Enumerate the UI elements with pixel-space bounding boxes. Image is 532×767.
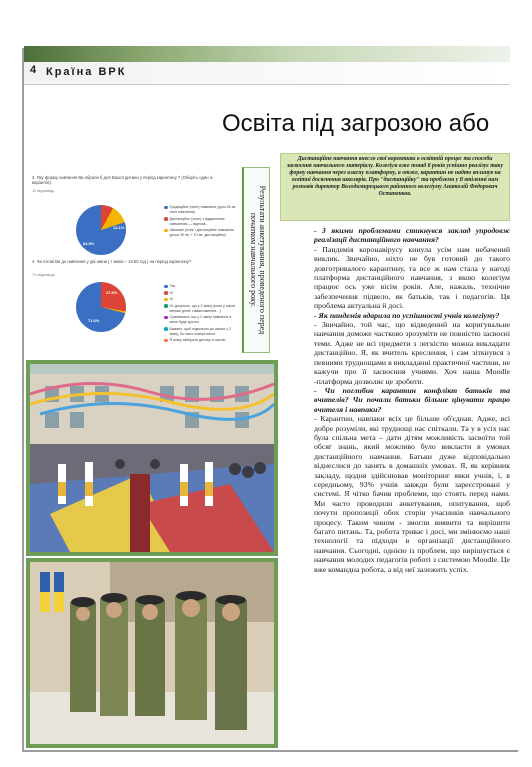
legend-item xyxy=(164,205,239,215)
school-ceremony-photo xyxy=(26,360,278,556)
legend-dot-icon xyxy=(164,285,168,289)
article-body xyxy=(314,226,510,574)
pie-chart-2-label-secondary: 27.8% xyxy=(106,290,118,295)
school-ceremony-illustration xyxy=(30,364,274,552)
legend-dot-icon xyxy=(164,316,168,320)
headline: Освіта під загрозою або xyxy=(222,110,490,137)
legend-dot-icon xyxy=(164,206,168,210)
legend-item xyxy=(164,327,239,337)
pie-chart-1-label-secondary: 12.1% xyxy=(113,225,125,230)
legend-item xyxy=(164,297,239,302)
legend-label: Ні, доцільно, що у 2 зміну (коли у школі менше дітей, навантаження…) xyxy=(169,303,236,313)
pie-chart-1-legend xyxy=(164,205,239,240)
survey-question-1: 3. Яку форму навчання Ви обрали б для Вашої дитини у період карантину ? (Оберіть один із варіантів). xyxy=(32,175,213,185)
legend-label: Бажано, щоб підвозили до школи у 2 зміну, бо пізно повертатися xyxy=(169,326,232,336)
legend-label: Ні xyxy=(169,297,173,301)
cadets-illustration xyxy=(30,562,274,744)
interview-answer: - Карантин, навпаки всіх це більше об'єднав. Адже, всі добре розуміли, які труднощі нас спіткали. Та у в усіх нас була спільна мета – дати дітям можливість засвоїти той обсяг знань, який можливо було викласти в умовах дистанційного навчання. Батьки дуже відповідально віднеслися до занять в домашніх умовах. Я, як керівник закладу, щодня здійснював моніторинг явки учнів, і, в середньому, 93% учнів завжди були зареєстровані у системі. Я чітко бачив проблеми, що стоять перед нами. Ми часто проводили анкетування, опитування, щоб почути пропозиції обох сторін учасників навчального процесу. Таким чином - змогли виявити та вирішити багато питань. Та, робота триває і досі, ми змінюємо наші технології та підходи в організації дистанційного навчання. Сьогодні, однією із проблем, що вирішується є навчання молодих педагогів роботі з системою Moodle. Це вже командна робота, а від неї залежить успіх. xyxy=(314,414,510,574)
legend-label: Я можу забирати дитину зі школи xyxy=(169,338,226,342)
legend-dot-icon xyxy=(164,327,168,331)
intro-box: Дистанційне навчання внесло свої корективи в освітній процес та способи засвоєння навчального матеріалу. Колегіум вже понад 8 років успішно реалізує таку форму навчання через власну платформу, а отже, карантин не надто вплинув на освітні досягнення школярів. Про "дистанційку" та проблеми у її втіленні нам розповів директор Володимирецького районного колегіуму Анатолій Федорович Остапенков. xyxy=(280,153,510,221)
legend-dot-icon xyxy=(164,291,168,295)
pie-chart-2-legend xyxy=(164,284,239,345)
interview-answer: - Звичайно, той час, що відведений на коригувальне навчання доможе частково зрозуміти не повністю засвоєні теми. Адже не всі предмети з легкістю можна викладати дистанційно. Я, як вчитель креслення, і сам зіткнувся з певними труднощами в викладанні практичної частини, не кажучи про її засвоєння учнями. Хоч наша Moodle -платформа дозволяє це зробити. xyxy=(314,320,510,386)
cadets-photo xyxy=(26,558,278,748)
interview-answer: - Пандемія коронавірусу кинула усім нам небачений виклик. Звичайно, ніхто не був готовий до такого довготривалого карантину, та все ж нам стала у нагоді платформа дистанційного навчання, з якою колегіум працює ось уже вісім років. Але, нажаль, технічне забезпечення підвело, як батьків, так і педагогів. Ця проблема актуальна й досі. xyxy=(314,244,510,311)
legend-dot-icon xyxy=(164,229,168,233)
legend-label: Традиційне (очне) навчання (урок 45 хв. очне навчання) xyxy=(169,205,237,214)
interview-question: - Чи поглибив карантин конфлікт батьків та вчителів? Чи почали батьки більше цінувати працю вчителя і навпаки? xyxy=(314,385,510,414)
legend-dot-icon xyxy=(164,298,168,302)
pie-chart-1 xyxy=(76,205,126,255)
legend-item xyxy=(164,304,239,314)
legend-label: Ні xyxy=(169,290,173,295)
legend-item xyxy=(164,284,239,289)
legend-item xyxy=(164,338,239,343)
legend-label: Так xyxy=(169,284,176,288)
magazine-name: Країна ВРК xyxy=(46,66,127,78)
pie-chart-2 xyxy=(76,282,126,332)
legend-item xyxy=(164,217,239,227)
survey-question-2: 4. Чи готові Ви до навчання у дві зміни ( І зміна – 14:00 год.) на період карантину? xyxy=(32,259,192,264)
pie-chart-2-label-main: 71.6% xyxy=(88,318,100,323)
page-number: 4 xyxy=(30,64,37,76)
interview-question: - Як пандемія вдарила по успішності учнів колегіуму? xyxy=(314,310,500,320)
legend-label: Дистанційне (очне) з віддаленим навчанням — відеозв... xyxy=(169,216,225,226)
legend-dot-icon xyxy=(164,339,168,343)
top-decorative-bar xyxy=(24,46,510,62)
legend-item xyxy=(164,315,239,325)
survey-results-panel xyxy=(26,163,240,351)
pie-chart-1-label-main: 84.9% xyxy=(83,241,95,246)
survey-question-1-count: 11 відповідь xyxy=(32,188,55,193)
legend-label: Сумніваюся, що у 2 зміну навчання в мене буде зручно xyxy=(169,315,232,324)
legend-label: Змішане (очне і дистанційне навчання, уроки 35 хв. + 10 хв. дистанційно) xyxy=(169,228,235,237)
legend-dot-icon xyxy=(164,304,168,308)
legend-dot-icon xyxy=(164,217,168,221)
survey-question-2-count: 71 відповідь xyxy=(32,272,55,277)
interview-question: - З якими проблемами стикнувся заклад упродовж реалізації дистанційного навчання? xyxy=(314,226,510,245)
legend-item xyxy=(164,228,239,238)
vertical-caption: Результати анкетування, проведеного перед початком навчального року. xyxy=(249,185,267,335)
legend-item xyxy=(164,291,239,296)
